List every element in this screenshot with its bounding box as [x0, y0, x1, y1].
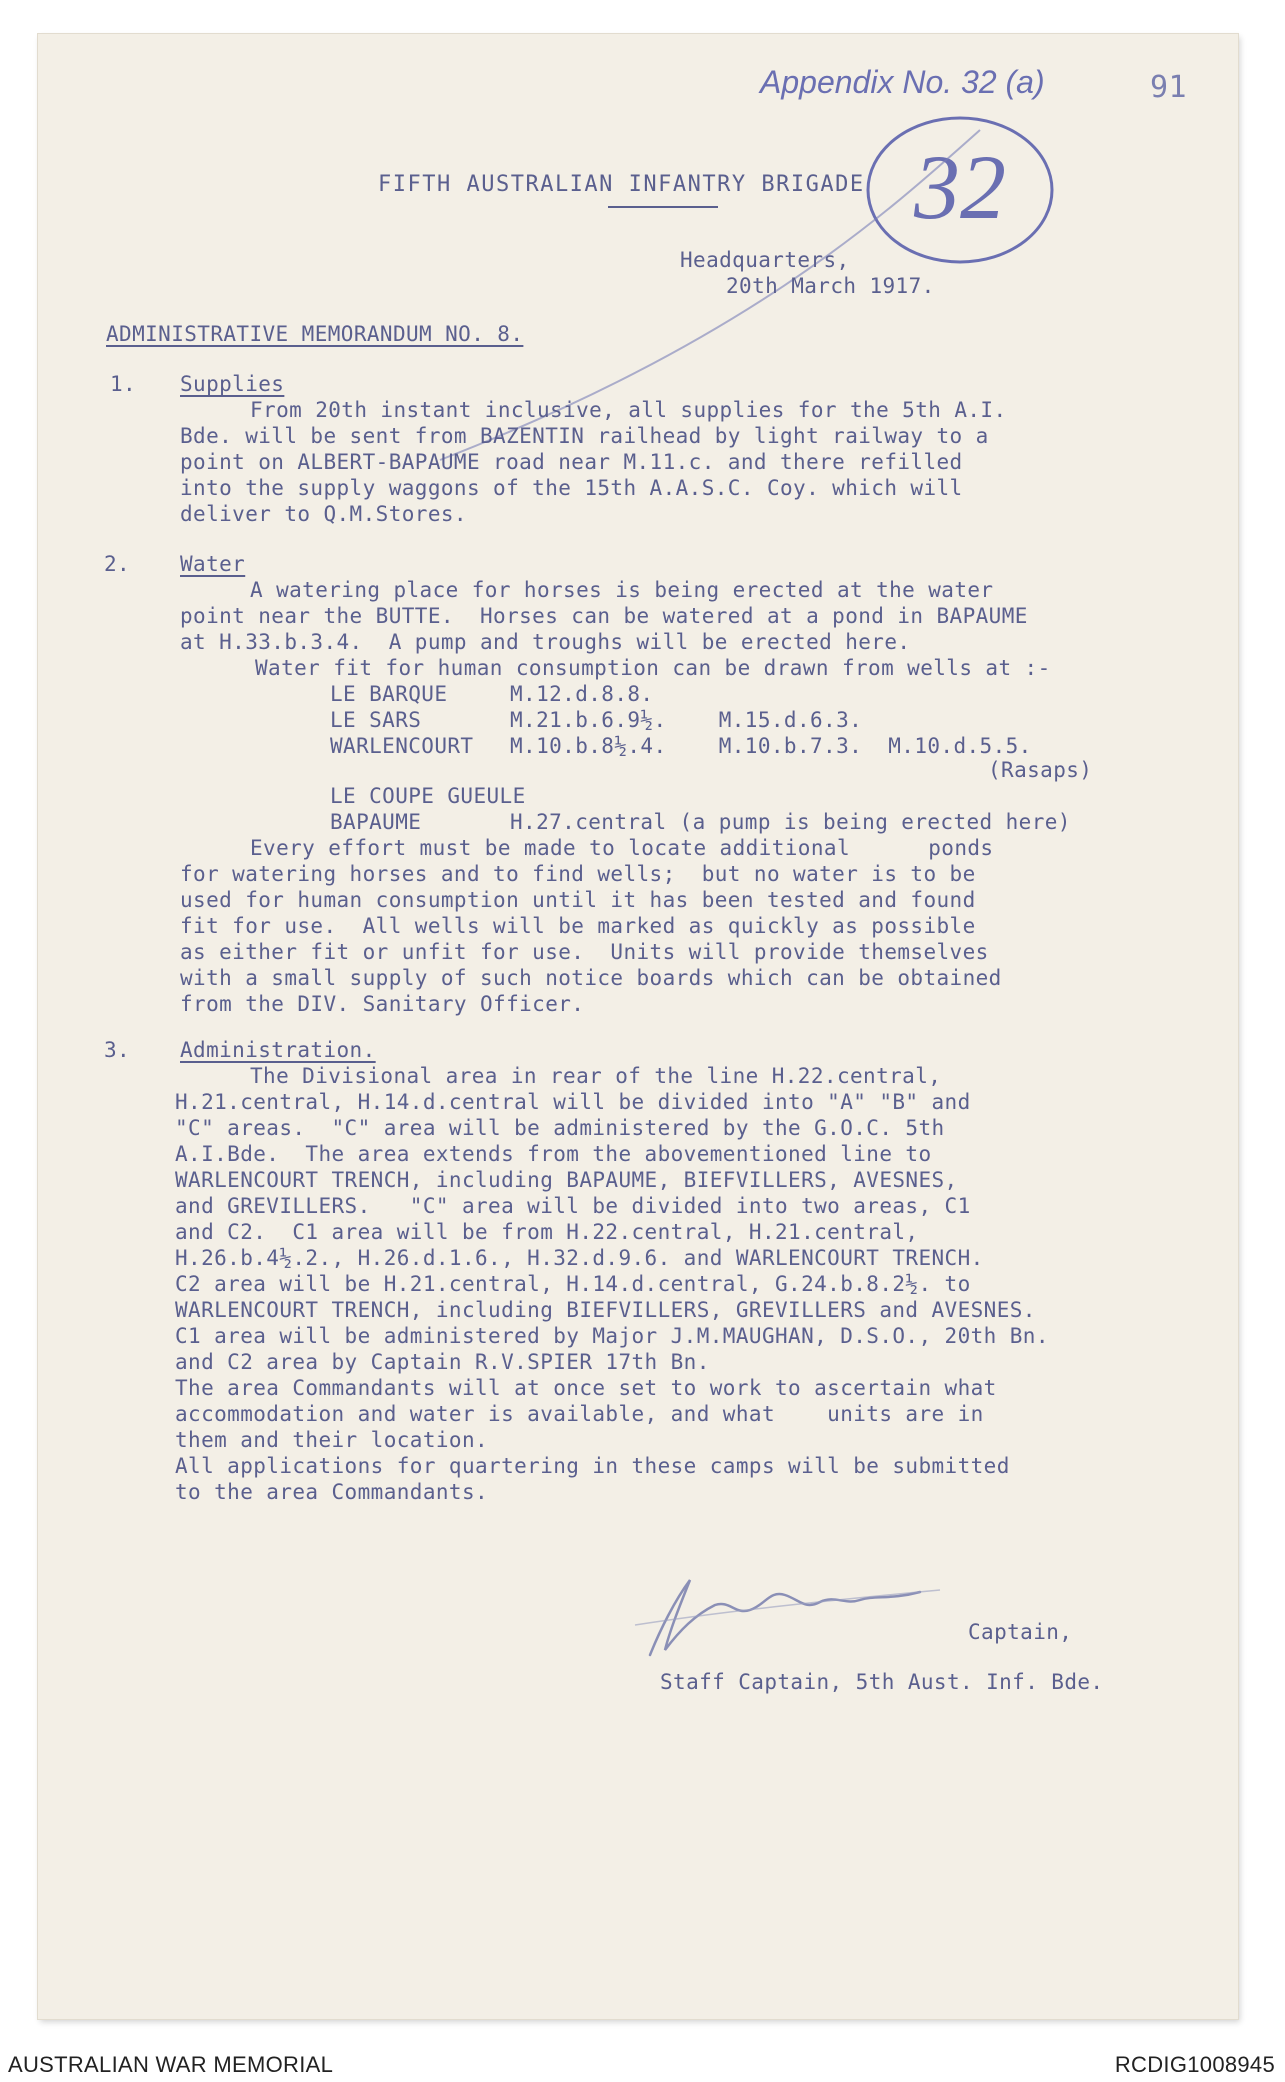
section-2-line-1: A watering place for horses is being erected at the water — [250, 578, 994, 602]
well-place: LE COUPE GUEULE — [330, 784, 526, 808]
section-3-line-8: H.26.b.4½.2., H.26.d.1.6., H.32.d.9.6. and WARLENCOURT TRENCH. — [175, 1246, 984, 1270]
signature-rank: Captain, — [968, 1620, 1073, 1644]
header-date: 20th March 1917. — [726, 274, 935, 298]
well-place: WARLENCOURT — [330, 734, 474, 758]
section-3-line-13: The area Commandants will at once set to work to ascertain what — [175, 1376, 997, 1400]
brigade-title: FIFTH AUSTRALIAN INFANTRY BRIGADE — [378, 172, 865, 197]
well-refs: H.27.central (a pump is being erected here) — [510, 810, 1071, 834]
section-3-line-9: C2 area will be H.21.central, H.14.d.central, G.24.b.8.2½. to — [175, 1272, 971, 1296]
section-2-after-4: fit for use. All wells will be marked as quickly as possible — [180, 914, 976, 938]
well-refs: M.10.b.8½.4. M.10.b.7.3. M.10.d.5.5. — [510, 734, 1032, 758]
section-1-heading: Supplies — [180, 372, 285, 396]
section-3-heading: Administration. — [180, 1038, 376, 1062]
section-3-line-2: H.21.central, H.14.d.central will be divided into "A" "B" and — [175, 1090, 971, 1114]
section-2-after-7: from the DIV. Sanitary Officer. — [180, 992, 585, 1016]
section-3-line-6: and GREVILLERS. "C" area will be divided into two areas, C1 — [175, 1194, 971, 1218]
footer-left: AUSTRALIAN WAR MEMORIAL — [8, 2052, 334, 2077]
section-3-line-10: WARLENCOURT TRENCH, including BIEFVILLERS, GREVILLERS and AVESNES. — [175, 1298, 1036, 1322]
signature-title: Staff Captain, 5th Aust. Inf. Bde. — [660, 1670, 1104, 1694]
section-1-number: 1. — [110, 372, 137, 396]
section-1-line-3: point on ALBERT-BAPAUME road near M.11.c. and there refilled — [180, 450, 963, 474]
section-3-line-12: and C2 area by Captain R.V.SPIER 17th Bn. — [175, 1350, 710, 1374]
section-1-line-1: From 20th instant inclusive, all supplies for the 5th A.I. — [250, 398, 1007, 422]
section-3-line-1: The Divisional area in rear of the line H.22.central, — [250, 1064, 942, 1088]
section-3-line-16: All applications for quartering in these camps will be submitted — [175, 1454, 1010, 1478]
title-rule — [608, 206, 718, 208]
well-refs: M.21.b.6.9½. M.15.d.6.3. — [510, 708, 863, 732]
well-place: BAPAUME — [330, 810, 422, 834]
section-2-after-6: with a small supply of such notice boards which can be obtained — [180, 966, 1002, 990]
section-3-line-7: and C2. C1 area will be from H.22.central, H.21.central, — [175, 1220, 919, 1244]
handwritten-signature — [620, 1560, 950, 1670]
section-2-line-4: Water fit for human consumption can be drawn from wells at :- — [255, 656, 1051, 680]
section-1-line-4: into the supply waggons of the 15th A.A.S.C. Coy. which will — [180, 476, 963, 500]
well-place: LE SARS — [330, 708, 422, 732]
section-3-line-14: accommodation and water is available, and what units are in — [175, 1402, 984, 1426]
section-3-line-5: WARLENCOURT TRENCH, including BAPAUME, BIEFVILLERS, AVESNES, — [175, 1168, 958, 1192]
section-2-after-2: for watering horses and to find wells; but no water is to be — [180, 862, 976, 886]
section-3-line-4: A.I.Bde. The area extends from the abovementioned line to — [175, 1142, 932, 1166]
section-2-line-3: at H.33.b.3.4. A pump and troughs will be erected here. — [180, 630, 911, 654]
memo-title: ADMINISTRATIVE MEMORANDUM NO. 8. — [106, 322, 524, 346]
well-refs: (Rasaps) — [988, 758, 1093, 782]
section-2-after-1: Every effort must be made to locate additional ponds — [250, 836, 994, 860]
appendix-label: Appendix No. 32 (a) — [760, 64, 1045, 100]
well-place: LE BARQUE — [330, 682, 448, 706]
section-3-line-15: them and their location. — [175, 1428, 489, 1452]
section-3-line-11: C1 area will be administered by Major J.M.MAUGHAN, D.S.O., 20th Bn. — [175, 1324, 1049, 1348]
well-refs: M.12.d.8.8. — [510, 682, 654, 706]
section-1-line-2: Bde. will be sent from BAZENTIN railhead by light railway to a — [180, 424, 989, 448]
header-place: Headquarters, — [680, 248, 850, 272]
section-2-after-3: used for human consumption until it has been tested and found — [180, 888, 976, 912]
circled-number: 32 — [914, 136, 1006, 238]
section-3-line-17: to the area Commandants. — [175, 1480, 489, 1504]
page-number: 91 — [1150, 70, 1187, 105]
footer-right: RCDIG1008945 — [1114, 2052, 1275, 2077]
section-2-number: 2. — [104, 552, 131, 576]
section-2-heading: Water — [180, 552, 246, 576]
section-2-after-5: as either fit or unfit for use. Units will provide themselves — [180, 940, 989, 964]
section-2-line-2: point near the BUTTE. Horses can be watered at a pond in BAPAUME — [180, 604, 1028, 628]
section-3-line-3: "C" areas. "C" area will be administered by the G.O.C. 5th — [175, 1116, 945, 1140]
section-1-line-5: deliver to Q.M.Stores. — [180, 502, 467, 526]
section-3-number: 3. — [104, 1038, 131, 1062]
